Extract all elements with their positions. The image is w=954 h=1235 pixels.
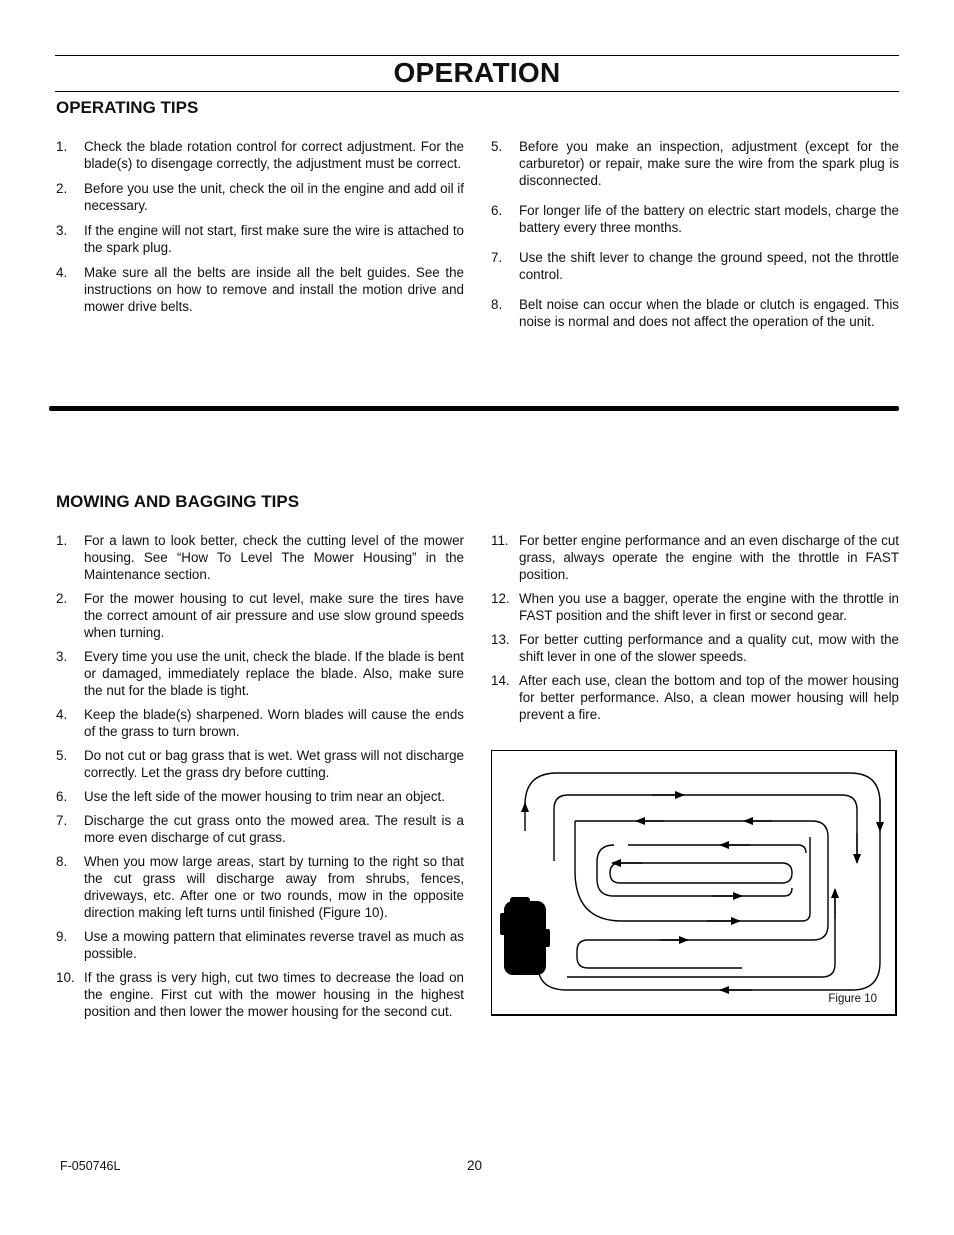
list-item: 6. Use the left side of the mower housing to trim near an object.	[56, 789, 445, 804]
page-number: 20	[467, 1158, 483, 1173]
list-item: 1. Check the blade rotation control for correct adjustment. For the blade(s) to disengage correctly, the adjustment must be correct.	[56, 139, 464, 171]
list-item: 13. For better cutting performance and a quality cut, mow with the shift lever in one of the slower speeds.	[491, 632, 899, 664]
list-item: 3. If the engine will not start, first make sure the wire is attached to the spark plug.	[56, 223, 464, 255]
section-divider	[49, 406, 899, 411]
pattern-loop-4	[628, 845, 806, 853]
title-underline	[55, 91, 899, 92]
mowing-pattern-diagram	[492, 751, 895, 1014]
list-item: 5. Before you make an inspection, adjustment (except for the carburetor) or repair, make sure the wire from the spark plug is disconnected.	[491, 139, 899, 188]
operating-tips-heading: OPERATING TIPS	[56, 98, 199, 117]
list-item: 7. Use the shift lever to change the ground speed, not the throttle control.	[491, 250, 899, 282]
list-item: 5. Do not cut or bag grass that is wet. Wet grass will not discharge correctly. Let the grass dry before cutting.	[56, 748, 464, 780]
page-title: OPERATION	[393, 57, 561, 88]
list-item: 8. Belt noise can occur when the blade or clutch is engaged. This noise is normal and does not affect the operation of the unit.	[491, 297, 899, 329]
list-item: 2. Before you use the unit, check the oil in the engine and add oil if necessary.	[56, 181, 464, 213]
operating-tips-left-list	[56, 138, 464, 315]
document-code: F-050746L	[60, 1159, 121, 1173]
list-item: 4. Keep the blade(s) sharpened. Worn blades will cause the ends of the grass to turn brown.	[56, 707, 464, 739]
figure-caption: Figure 10	[828, 993, 877, 1005]
list-item: 11. For better engine performance and an even discharge of the cut grass, always operate the engine with the throttle in FAST position.	[491, 533, 899, 582]
mowing-pattern-figure	[491, 750, 897, 1016]
list-item: 12. When you use a bagger, operate the engine with the throttle in FAST position and the shift lever in first or second gear.	[491, 591, 899, 623]
mowing-tips-right-list	[491, 532, 899, 723]
mowing-tips-left-list	[56, 532, 464, 1020]
pattern-loop-inner	[610, 863, 792, 883]
list-item: 1. For a lawn to look better, check the cutting level of the mower housing. See “How To Level The Mower Housing” in the Maintenance section.	[56, 533, 464, 582]
list-item: 8. When you mow large areas, start by turning to the right so that the cut grass will discharge away from shrubs, fences, driveways, etc. After one or two rounds, mow in the opposite direction making left turns until finished (Figure 10).	[56, 854, 464, 920]
operating-tips-right-list	[491, 138, 899, 330]
mowing-tips-heading: MOWING AND BAGGING TIPS	[56, 492, 300, 511]
tractor-icon	[500, 897, 550, 975]
list-item: 2. For the mower housing to cut level, make sure the tires have the correct amount of air pressure and use slow ground speeds when turning.	[56, 591, 464, 640]
list-item: 4. Make sure all the belts are inside all the belt guides. See the instructions on how to remove and install the motion drive and mower drive belts.	[56, 265, 464, 314]
list-item: 6. For longer life of the battery on electric start models, charge the battery every three months.	[491, 203, 899, 235]
list-item: 3. Every time you use the unit, check the blade. If the blade is bent or damaged, immediately replace the blade. Also, make sure the nut for the blade is tight.	[56, 649, 464, 698]
list-item: 10. If the grass is very high, cut two times to decrease the load on the engine. First cut with the mower housing in the highest position and then lower the mower housing for the second cut.	[56, 970, 464, 1019]
list-item: 14. After each use, clean the bottom and top of the mower housing for better performance. Also, a clean mower housing will help prevent a fire.	[491, 673, 899, 722]
pattern-loop-outer	[525, 773, 880, 990]
list-item: 7. Discharge the cut grass onto the mowed area. The result is a more even discharge of cut grass.	[56, 813, 464, 845]
list-item: 9. Use a mowing pattern that eliminates reverse travel as much as possible.	[56, 929, 464, 961]
